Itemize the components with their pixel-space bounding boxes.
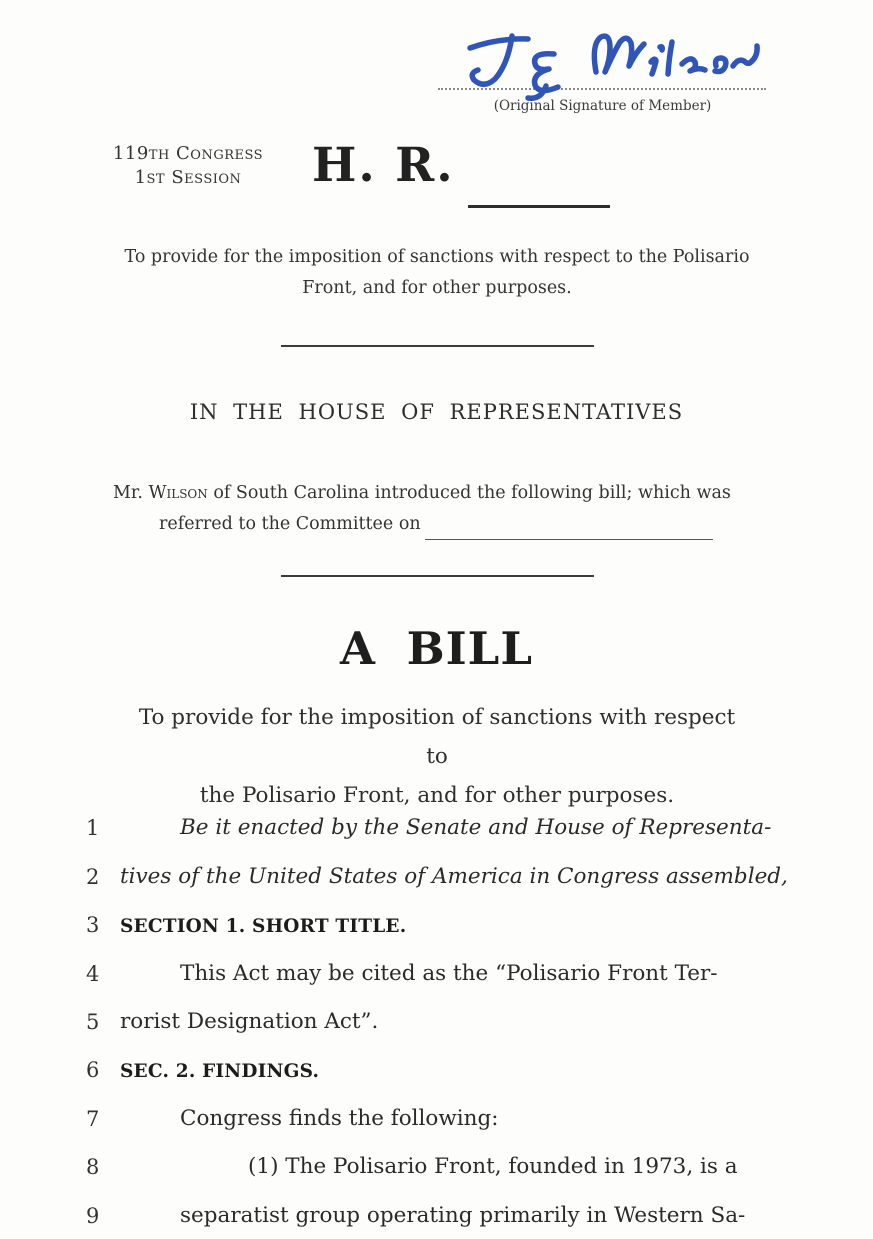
bill-text-line — [0, 1082, 873, 1130]
bill-text-line — [0, 986, 873, 1034]
bill-text-line — [0, 1179, 873, 1227]
a-bill-heading: A BILL — [340, 622, 533, 675]
introduction-line2-text: referred to the Committee on — [159, 514, 421, 534]
bill-title-line1: To provide for the imposition of sanctions with respect to — [138, 705, 736, 769]
line-number: 1 — [86, 816, 100, 841]
official-long-title — [107, 242, 767, 304]
line-text: SEC. 2. FINDINGS. — [120, 1061, 320, 1083]
bill-body — [0, 792, 873, 1228]
member-signature-joe-wilson — [448, 22, 760, 104]
line-text: (1) The Polisario Front, founded in 1973, is a — [248, 1154, 738, 1180]
line-text: tives of the United States of America in Congress assembled, — [120, 863, 788, 889]
congress-session-block — [88, 142, 288, 190]
bill-number-blank-line — [468, 165, 610, 208]
bill-text-line — [0, 937, 873, 985]
introduction-paragraph — [113, 478, 773, 540]
bill-title-line2: the Polisario Front, and for other purposes. — [199, 783, 675, 808]
chamber-heading: IN THE HOUSE OF REPRESENTATIVES — [189, 400, 684, 424]
bill-text-line — [0, 1034, 873, 1082]
session-label: 1st Session — [134, 167, 242, 188]
line-number: 4 — [86, 961, 100, 986]
line-number: 5 — [86, 1009, 100, 1034]
line-text: separatist group operating primarily in Western Sa- — [180, 1202, 746, 1228]
line-number: 2 — [86, 864, 100, 889]
bill-text-line — [0, 840, 873, 888]
line-text: SECTION 1. SHORT TITLE. — [120, 916, 407, 938]
long-title-line1: To provide for the imposition of sanctions with respect to the Polisario — [124, 247, 750, 267]
separator-rule-top — [281, 345, 594, 347]
line-number: 6 — [86, 1058, 100, 1083]
signature-caption: (Original Signature of Member) — [493, 98, 712, 114]
line-number: 9 — [86, 1203, 100, 1228]
introduction-line1 — [113, 478, 773, 509]
bill-text-line — [0, 889, 873, 937]
long-title-line2: Front, and for other purposes. — [302, 278, 572, 298]
separator-rule-bottom — [281, 575, 594, 577]
line-text: rorist Designation Act”. — [120, 1008, 379, 1034]
line-text: Be it enacted by the Senate and House of Representa- — [180, 815, 772, 841]
line-number: 7 — [86, 1106, 100, 1131]
bill-text-line — [0, 1131, 873, 1179]
committee-blank-line — [425, 517, 713, 540]
introduction-line2 — [113, 509, 773, 540]
sponsor-prefix: Mr. — [113, 483, 149, 503]
congress-label: 119th Congress — [112, 143, 264, 164]
line-number: 3 — [86, 913, 100, 938]
line-text: Congress finds the following: — [180, 1105, 499, 1131]
line-number: 8 — [86, 1155, 100, 1180]
line-text: This Act may be cited as the “Polisario Front Ter- — [180, 960, 718, 986]
sponsor-name: Wilson — [148, 483, 208, 503]
signature-block — [430, 18, 775, 128]
introduction-line1-rest: of South Carolina introduced the following bill; which was — [207, 483, 731, 503]
bill-type-label: H. R. — [312, 138, 455, 193]
bill-text-line — [0, 792, 873, 840]
